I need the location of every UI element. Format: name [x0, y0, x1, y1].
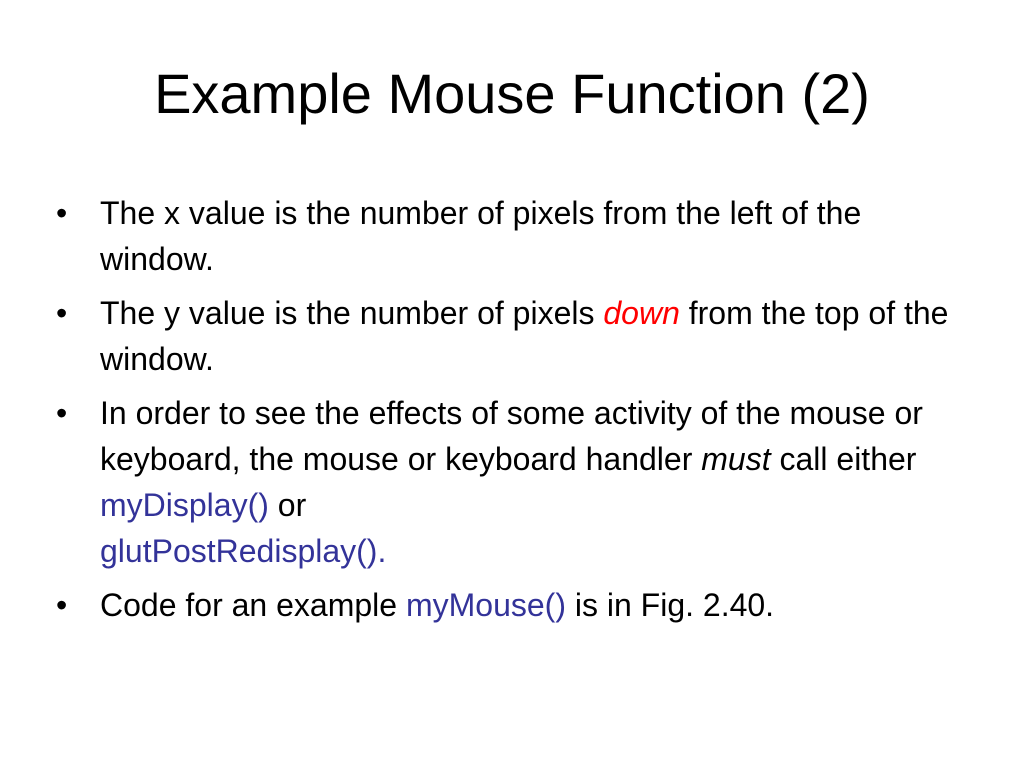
code-glutpostredisplay: glutPostRedisplay().	[100, 533, 387, 569]
code-mydisplay: myDisplay()	[100, 487, 269, 523]
bullet-2-text-b: from the top of the window.	[100, 295, 949, 377]
bullet-3-text-b: call either	[770, 441, 917, 477]
slide-title: Example Mouse Function (2)	[154, 62, 870, 125]
code-mymouse: myMouse()	[405, 587, 566, 623]
bullet-4-text-b: is in Fig. 2.40.	[565, 587, 775, 623]
bullet-list	[56, 190, 976, 636]
emphasis-down: down	[603, 295, 680, 331]
bullet-4-text-a: Code for an example	[100, 587, 406, 623]
bullet-1-text: The x value is the number of pixels from the left of the window.	[100, 195, 862, 277]
bullet-2-text-a: The y value is the number of pixels	[100, 295, 604, 331]
bullet-item-4	[56, 582, 976, 628]
bullet-glyph: •	[56, 587, 68, 623]
bullet-glyph: •	[56, 195, 68, 231]
emphasis-must: must	[701, 441, 771, 477]
bullet-item-2	[56, 290, 976, 382]
bullet-item-1	[56, 190, 976, 282]
bullet-item-3	[56, 390, 976, 574]
bullet-3-text-c: or	[268, 487, 307, 523]
bullet-glyph: •	[56, 395, 68, 431]
bullet-glyph: •	[56, 295, 68, 331]
bullet-3-text-a: In order to see the effects of some activity of the mouse or keyboard, the mouse or keyboard handler	[100, 395, 923, 477]
